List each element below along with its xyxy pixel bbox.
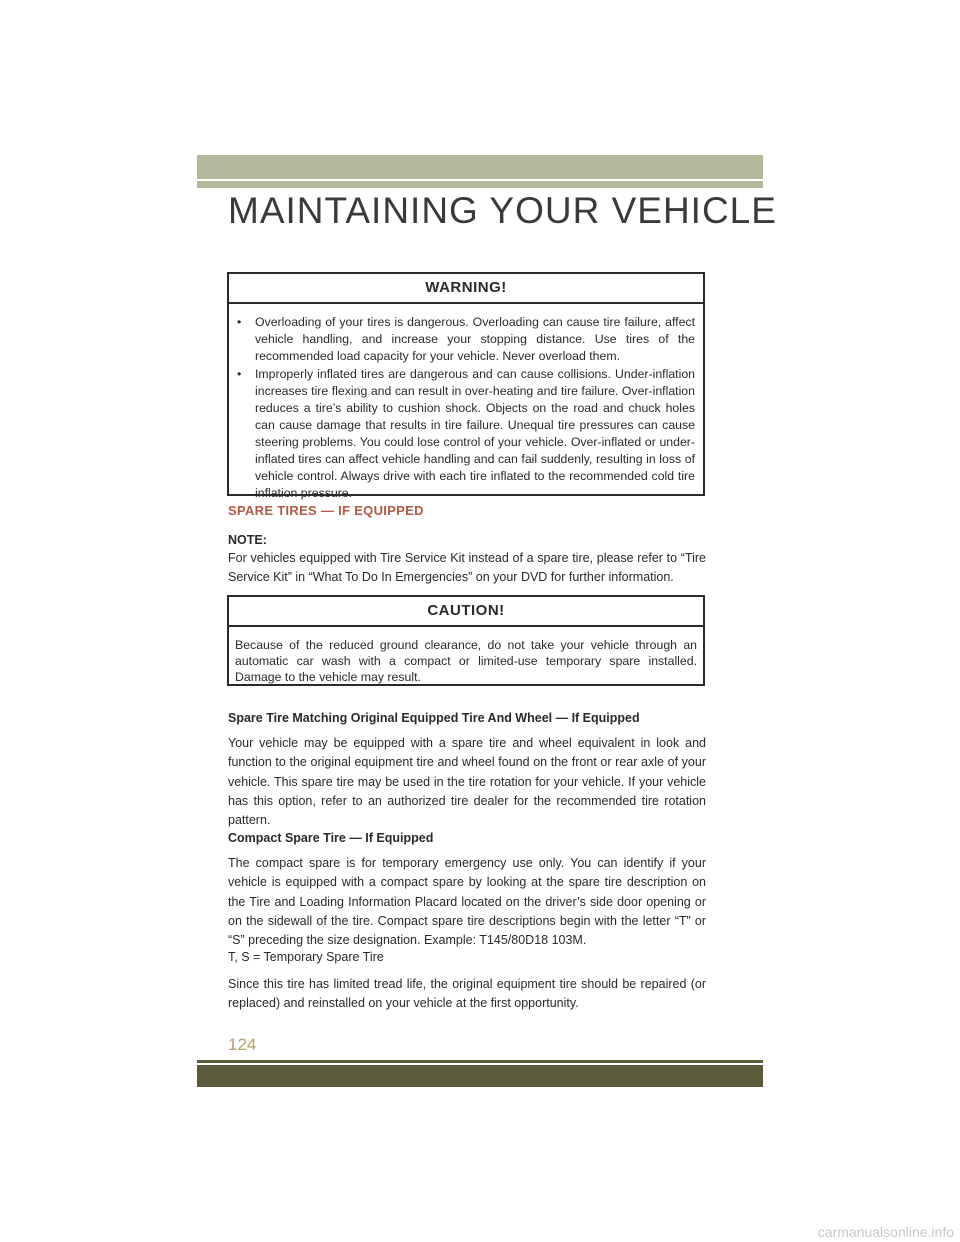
warning-list [229, 304, 703, 502]
note-text: For vehicles equipped with Tire Service Kit instead of a spare tire, please refer to “Tire Service Kit” in “What To Do In Emergencies” on your DVD for further information. [228, 551, 706, 584]
section-heading-spare-tires: SPARE TIRES — IF EQUIPPED [228, 503, 424, 518]
header-bar [197, 155, 763, 179]
paragraph-closing: Since this tire has limited tread life, the original equipment tire should be repaired (or replaced) and reinstalled on your vehicle at the first opportunity. [228, 977, 706, 1011]
warning-title: WARNING! [229, 274, 703, 304]
paragraph-matching-spare: Your vehicle may be equipped with a spare tire and wheel equivalent in look and function to the original equipment tire and wheel found on the front or rear axle of your vehicle. This spare tire may be used in the tire rotation for your vehicle. If your vehicle has this option, refer to an authorized tire dealer for the recommended tire rotation pattern. [228, 736, 706, 828]
header-rule [197, 181, 763, 188]
footer-rule [197, 1060, 763, 1063]
bullet-icon: • [237, 315, 242, 329]
subheading-matching-spare: Spare Tire Matching Original Equipped Tire And Wheel — If Equipped [228, 711, 640, 725]
warning-item-text: Overloading of your tires is dangerous. Overloading can cause tire failure, affect vehicle handling, and increase your stopping distance. Use tires of the recommended load capacity for your vehicle. Never overload them. [255, 315, 695, 363]
watermark: carmanualsonline.info [817, 1224, 954, 1240]
paragraph-compact-spare: The compact spare is for temporary emergency use only. You can identify if your vehicle is equipped with a compact spare by looking at the spare tire description on the Tire and Loading Information Placard located on the driver’s side door opening or on the sidewall of the tire. Compact spare tire descriptions begin with the letter “T” or “S” preceding the size designation. Example: T145/80D18 103M. [228, 856, 706, 948]
warning-box [227, 272, 705, 500]
caution-box [227, 595, 705, 686]
warning-item [237, 366, 695, 502]
note-label: NOTE: [228, 533, 267, 547]
page-number: 124 [228, 1035, 257, 1054]
definition-temporary-spare: T, S = Temporary Spare Tire [228, 950, 384, 964]
bullet-icon: • [237, 367, 242, 381]
chapter-title: MAINTAINING YOUR VEHICLE [228, 190, 777, 231]
caution-text: Because of the reduced ground clearance, do not take your vehicle through an automatic car wash with a compact or limited-use temporary spare installed. Damage to the vehicle may result. [235, 638, 697, 684]
caution-title: CAUTION! [229, 597, 703, 627]
warning-item-text: Improperly inflated tires are dangerous and can cause collisions. Under-inflation increases tire flexing and can result in over-heating and tire failure. Over-inflation reduces a tire’s ability to cushion shock. Objects on the road and chuck holes can cause damage that results in tire failure. Unequal tire pressures can cause steering problems. You could lose control of your vehicle. Over-inflated or under-inflated tires can affect vehicle handling and can fail suddenly, resulting in loss of vehicle control. Always drive with each tire inflated to the recommended cold tire inflation pressure. [255, 367, 695, 500]
footer-bar [197, 1065, 763, 1087]
warning-item [237, 314, 695, 365]
subheading-compact-spare: Compact Spare Tire — If Equipped [228, 831, 434, 845]
